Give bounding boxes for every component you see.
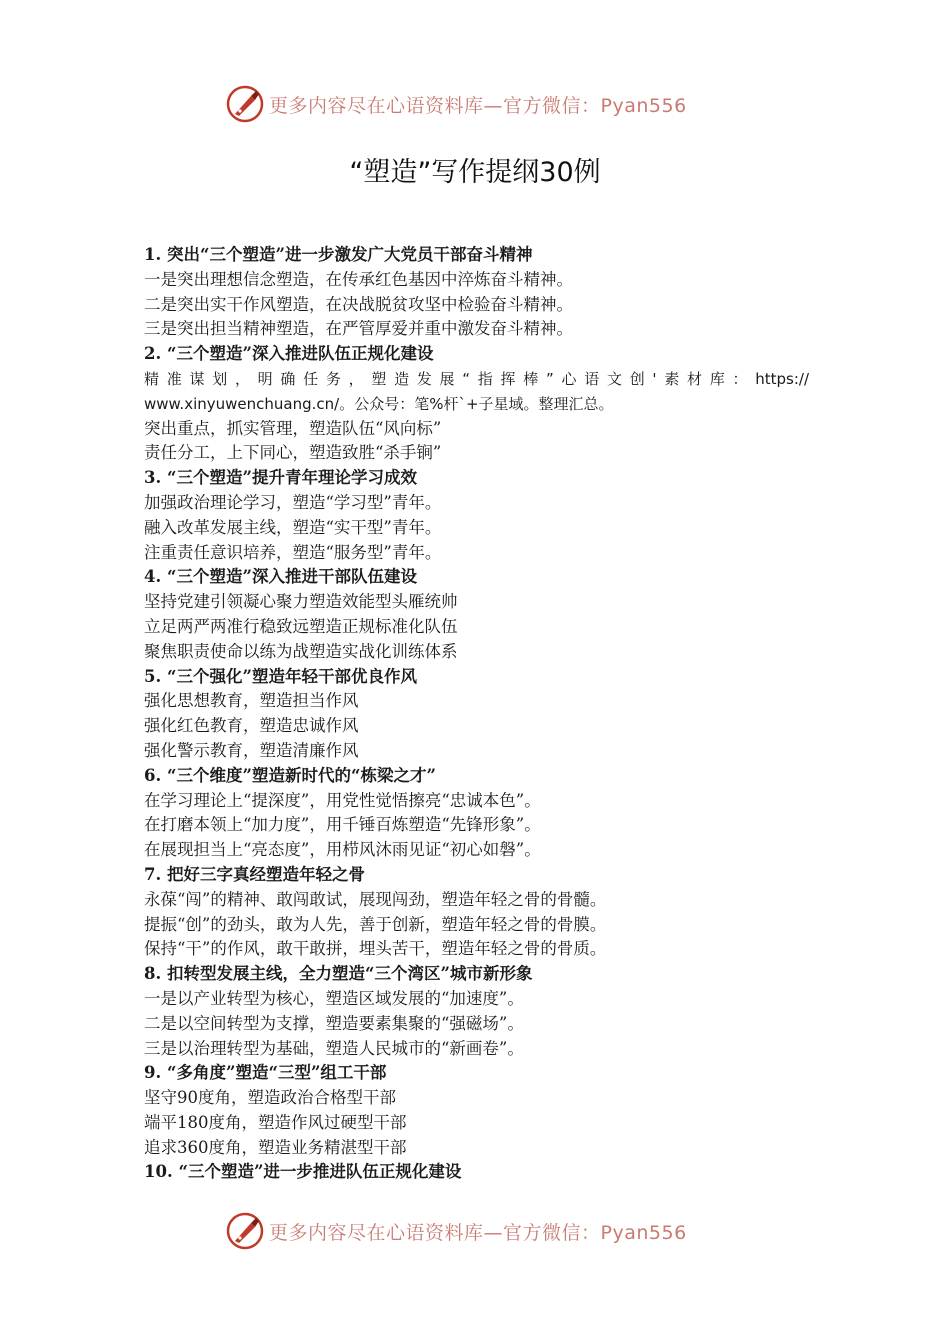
section-heading: 4. “三个塑造”深入推进干部队伍建设	[144, 567, 417, 587]
body-line: 融入改革发展主线，塑造“实干型”青年。	[144, 517, 442, 537]
body-line: 坚守90度角，塑造政治合格型干部	[144, 1088, 396, 1108]
banner-text: 更多内容尽在心语资料库—官方微信：Pyan556	[269, 94, 687, 117]
body-line: 保持“干”的作风，敢干敢拼，埋头苦干，塑造年轻之骨的骨质。	[144, 939, 607, 959]
body-line: 追求360度角，塑造业务精湛型干部	[144, 1137, 407, 1157]
header-banner	[225, 84, 687, 124]
body-line: 强化警示教育，塑造清廉作风	[144, 740, 359, 760]
body-line: 在学习理论上“提深度”，用党性觉悟擦亮“忠诚本色”。	[144, 790, 541, 810]
section-heading: 7. 把好三字真经塑造年轻之骨	[144, 864, 365, 884]
section-heading: 10. “三个塑造”进一步推进队伍正规化建设	[144, 1162, 462, 1182]
body-line: 一是突出理想信念塑造，在传承红色基因中淬炼奋斗精神。	[144, 269, 573, 289]
body-line: 在打磨本领上“加力度”，用千锤百炼塑造“先锋形象”。	[144, 815, 541, 835]
body-line: 永葆“闯”的精神、敢闯敢试，展现闯劲，塑造年轻之骨的骨髓。	[144, 889, 607, 909]
body-line: 坚持党建引领凝心聚力塑造效能型头雁统帅	[144, 592, 458, 612]
body-line: 二是突出实干作风塑造，在决战脱贫攻坚中检验奋斗精神。	[144, 294, 573, 314]
body-line: 精准谋划，明确任务，塑造发展“指挥棒”心语文创'素材库：https://	[144, 369, 809, 388]
banner-text: 更多内容尽在心语资料库—官方微信：Pyan556	[269, 1221, 687, 1244]
section-heading: 1. 突出“三个塑造”进一步激发广大党员干部奋斗精神	[144, 245, 533, 264]
body-line: 立足两严两准行稳致远塑造正规标准化队伍	[144, 616, 458, 636]
body-line: 聚焦职责使命以练为战塑造实战化训练体系	[144, 641, 458, 661]
body-line: 在展现担当上“亮态度”，用栉风沐雨见证“初心如磐”。	[144, 840, 541, 860]
body-line: www.xinyuwenchuang.cn/。公众号：笔%杆`+子星域。整理汇总。	[144, 394, 614, 413]
section-heading: 8. 扣转型发展主线，全力塑造“三个湾区”城市新形象	[144, 964, 533, 984]
body-line: 三是以治理转型为基础，塑造人民城市的“新画卷”。	[144, 1038, 524, 1058]
body-line: 加强政治理论学习，塑造“学习型”青年。	[144, 492, 442, 512]
section-heading: 5. “三个强化”塑造年轻干部优良作风	[144, 666, 417, 686]
body-line: 提振“创”的劲头，敢为人先，善于创新，塑造年轻之骨的骨膜。	[144, 914, 607, 934]
body-line: 二是以空间转型为支撑，塑造要素集聚的“强磁场”。	[144, 1013, 524, 1033]
section-heading: 3. “三个塑造”提升青年理论学习成效	[144, 468, 417, 488]
body-line: 强化红色教育，塑造忠诚作风	[144, 716, 359, 736]
body-line: 三是突出担当精神塑造，在严管厚爱并重中激发奋斗精神。	[144, 319, 573, 339]
body-line: 强化思想教育，塑造担当作风	[144, 691, 359, 711]
body-line: 突出重点，抓实管理，塑造队伍“风向标”	[144, 418, 442, 438]
body-line: 责任分工，上下同心，塑造致胜“杀手锏”	[144, 443, 442, 463]
section-heading: 6. “三个维度”塑造新时代的“栋梁之才”	[144, 765, 436, 785]
body-line: 注重责任意识培养，塑造“服务型”青年。	[144, 542, 442, 562]
section-heading: 2. “三个塑造”深入推进队伍正规化建设	[144, 344, 434, 364]
section-heading: 9. “多角度”塑造“三型”组工干部	[144, 1063, 387, 1083]
body-line: 端平180度角，塑造作风过硬型干部	[144, 1112, 407, 1132]
footer-banner	[225, 1211, 687, 1251]
document-body	[144, 243, 809, 1185]
pen-nib-logo-icon	[225, 1211, 265, 1251]
pen-nib-logo-icon	[225, 84, 265, 124]
body-line: 一是以产业转型为核心，塑造区域发展的“加速度”。	[144, 988, 524, 1008]
page-title: “塑造”写作提纲30例	[349, 157, 601, 188]
